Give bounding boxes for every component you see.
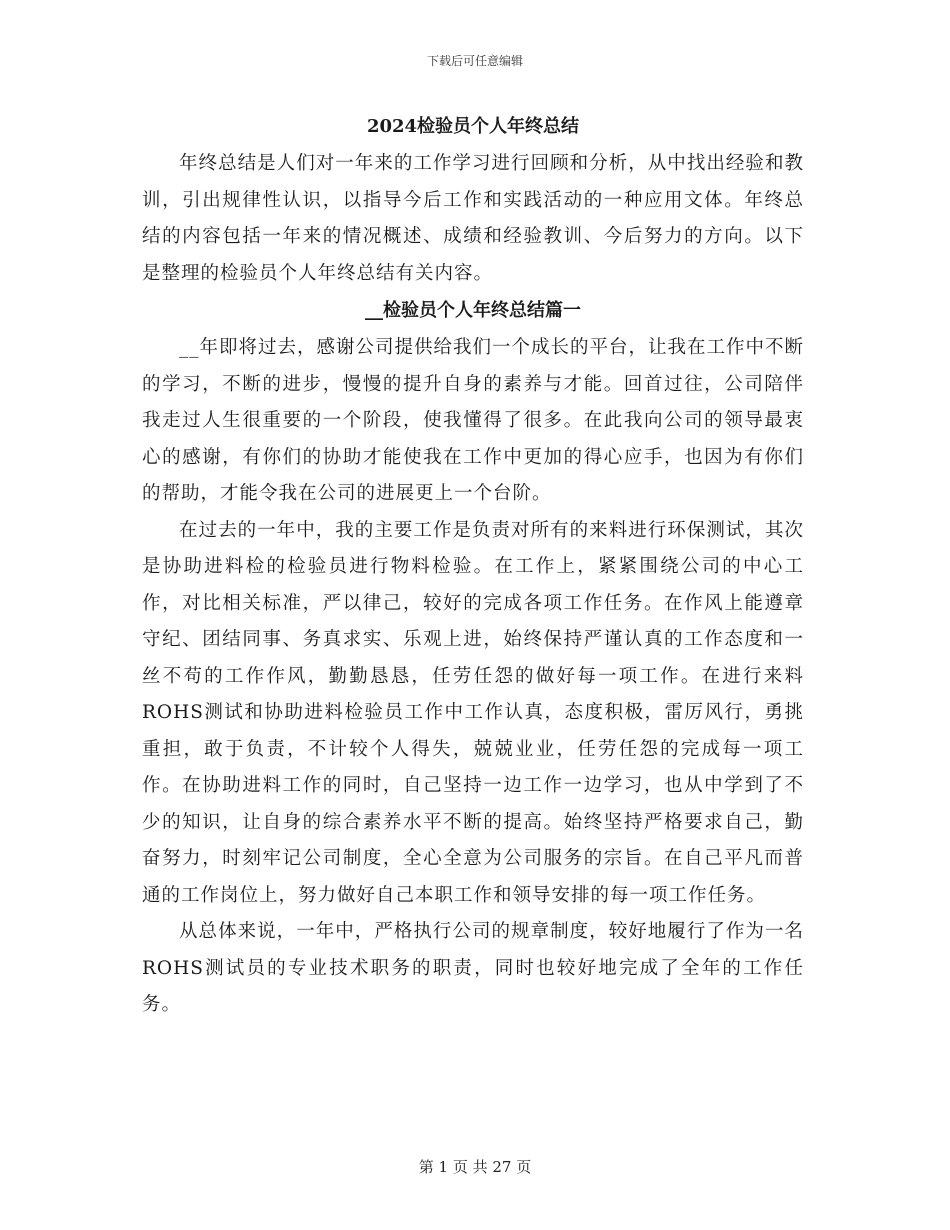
document-title: 2024检验员个人年终总结 xyxy=(366,116,580,137)
page-number: 第 1 页 共 27 页 xyxy=(418,1158,532,1176)
document-body xyxy=(142,108,804,1024)
page-header: 下载后可任意编辑 xyxy=(426,54,523,68)
section-title: __检验员个人年终总结篇一 xyxy=(365,300,581,321)
body-paragraph-2: 在过去的一年中，我的主要工作是负责对所有的来料进行环保测试，其次是协助进料检的检验员进行物料检验。在工作上，紧紧围绕公司的中心工作，对比相关标准，严以律己，较好的完成各项工作任务。在作风上能遵章守纪、团结同事、务真求实、乐观上进，始终保持严谨认真的工作态度和一丝不苟的工作作风，勤勤恳恳，任劳任怨的做好每一项工作。在进行来料ROHS测试和协助进料检验员工作中工作认真，态度积极，雷厉风行，勇挑重担，敢于负责，不计较个人得失，兢兢业业，任劳任怨的完成每一项工作。在协助进料工作的同时，自己坚持一边工作一边学习，也从中学到了不少的知识，让自身的综合素养水平不断的提高。始终坚持严格要求自己，勤奋努力，时刻牢记公司制度，全心全意为公司服务的宗旨。在自己平凡而普通的工作岗位上，努力做好自己本职工作和领导安排的每一项工作任务。 xyxy=(142,519,804,906)
body-paragraph-1: __年即将过去，感谢公司提供给我们一个成长的平台，让我在工作中不断的学习，不断的进步，慢慢的提升自身的素养与才能。回首过往，公司陪伴我走过人生很重要的一个阶段，使我懂得了很多。在此我向公司的领导最衷心的感谢，有你们的协助才能使我在工作中更加的得心应手，也因为有你们的帮助，才能令我在公司的进展更上一个台阶。 xyxy=(142,337,805,504)
intro-paragraph: 年终总结是人们对一年来的工作学习进行回顾和分析，从中找出经验和教训，引出规律性认识，以指导今后工作和实践活动的一种应用文体。年终总结的内容包括一年来的情况概述、成绩和经验教训、今后努力的方向。以下是整理的检验员个人年终总结有关内容。 xyxy=(142,153,804,284)
body-paragraph-3: 从总体来说，一年中，严格执行公司的规章制度，较好地履行了作为一名ROHS测试员的专业技术职务的职责，同时也较好地完成了全年的工作任务。 xyxy=(142,921,804,1015)
